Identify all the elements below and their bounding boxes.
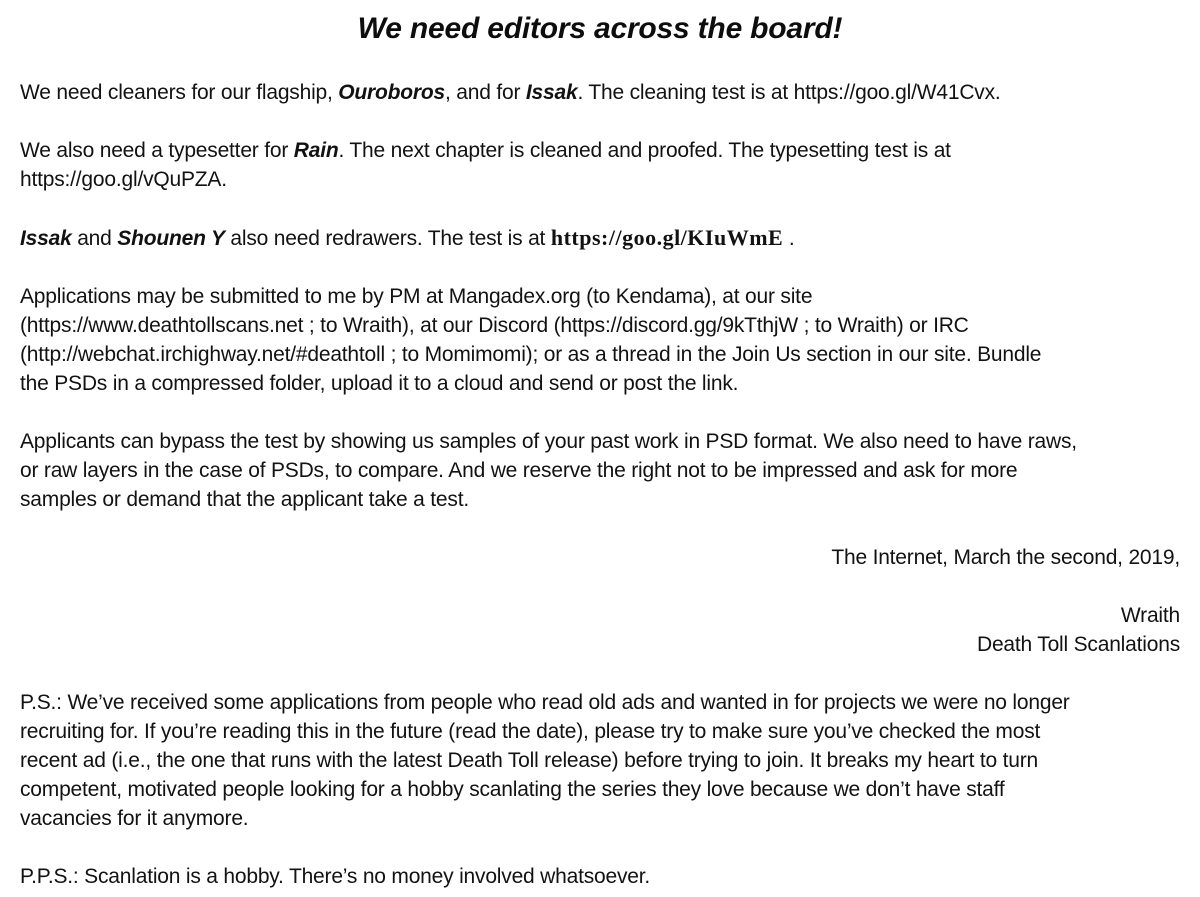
body-text: We also need a typesetter for [20, 139, 294, 162]
text-line [20, 688, 1180, 717]
text-line [20, 223, 1180, 253]
series-title-text: Issak [20, 227, 72, 250]
series-title-text: Ouroboros [338, 81, 445, 104]
serif-url-text: https://goo.gl/KIuWmE [550, 225, 784, 250]
body-text: and [71, 227, 118, 250]
body-text: the PSDs in a compressed folder, upload it to a cloud and send or post the link. [20, 372, 739, 395]
body-text: The Internet, March the second, 2019, [831, 546, 1180, 569]
typesetter-paragraph [20, 136, 1180, 194]
body-text: also need redrawers. The test is at [224, 227, 551, 250]
text-line [20, 165, 1180, 194]
body-text: Applications may be submitted to me by PM at Mangadex.org (to Kendama), at our site [20, 285, 813, 308]
body-text: (http://webchat.irchighway.net/#deathtoll ; to Momimomi); or as a thread in the Join Us section in our site. Bundle [20, 343, 1042, 366]
redrawers-paragraph [20, 223, 1180, 253]
body-text: recent ad (i.e., the one that runs with the latest Death Toll release) before trying to join. It breaks my heart to turn [20, 749, 1038, 772]
text-line [20, 485, 1180, 514]
text-line [20, 427, 1180, 456]
body-text: recruiting for. If you’re reading this in the future (read the date), please try to make sure you’ve checked the most [20, 720, 1041, 743]
text-line [20, 630, 1180, 659]
body-text: vacancies for it anymore. [20, 807, 249, 830]
text-line [20, 340, 1180, 369]
text-line [20, 136, 1180, 165]
ps-paragraph [20, 688, 1180, 833]
applications-paragraph [20, 282, 1180, 398]
body-text: P.P.S.: Scanlation is a hobby. There’s no money involved whatsoever. [20, 865, 651, 888]
text-line [20, 746, 1180, 775]
body-text: (https://www.deathtollscans.net ; to Wraith), at our Discord (https://discord.gg/9kTthjW ; to Wraith) or IRC [20, 314, 969, 337]
text-line [20, 601, 1180, 630]
body-text: We need cleaners for our flagship, [20, 81, 339, 104]
body-text: . [783, 227, 795, 250]
body-text: . The cleaning test is at https://goo.gl/W41Cvx. [577, 81, 1001, 104]
cleaners-paragraph [20, 78, 1180, 107]
body-text: P.S.: We’ve received some applications from people who read old ads and wanted in for projects we were no longer [20, 691, 1070, 714]
text-line [20, 775, 1180, 804]
text-line [20, 717, 1180, 746]
bypass-paragraph [20, 427, 1180, 514]
document-body [20, 78, 1180, 891]
series-title-text: Issak [525, 81, 578, 104]
page-title: We need editors across the board! [357, 12, 843, 45]
body-text: https://goo.gl/vQuPZA. [20, 168, 227, 191]
body-text: competent, motivated people looking for a hobby scanlating the series they love because we don’t have staff [20, 778, 1005, 801]
body-text: Death Toll Scanlations [976, 633, 1180, 656]
series-title-text: Shounen Y [117, 227, 225, 250]
dateline [20, 543, 1180, 572]
text-line [20, 282, 1180, 311]
series-title-text: Rain [293, 139, 339, 162]
text-line [20, 456, 1180, 485]
body-text: samples or demand that the applicant take a test. [20, 488, 469, 511]
pps-paragraph [20, 862, 1180, 891]
text-line [20, 78, 1180, 107]
body-text: , and for [445, 81, 526, 104]
text-line [20, 369, 1180, 398]
signature [20, 601, 1180, 659]
body-text: . The next chapter is cleaned and proofed. The typesetting test is at [338, 139, 951, 162]
body-text: or raw layers in the case of PSDs, to compare. And we reserve the right not to be impressed and ask for more [20, 459, 1018, 482]
text-line [20, 543, 1180, 572]
body-text: Applicants can bypass the test by showing us samples of your past work in PSD format. We also need to have raws, [20, 430, 1077, 453]
text-line [20, 311, 1180, 340]
body-text: Wraith [1120, 604, 1180, 627]
text-line [20, 804, 1180, 833]
text-line [20, 862, 1180, 891]
